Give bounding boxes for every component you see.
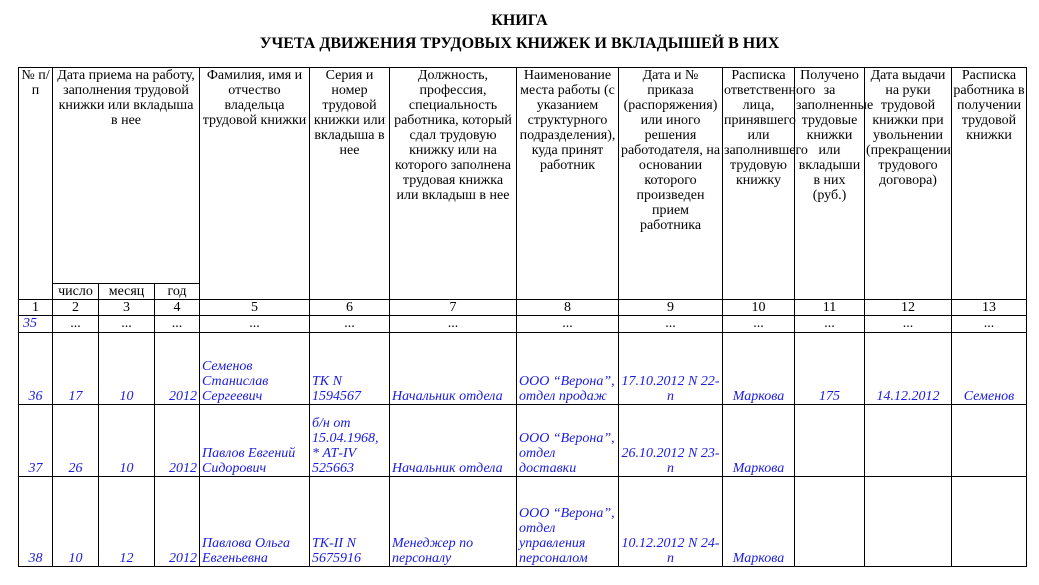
paid-amount: 175 — [795, 333, 865, 405]
issue-date: 14.12.2012 — [865, 333, 952, 405]
employee-name: Павлов Евгений Сидорович — [200, 405, 310, 477]
employee-position: Начальник отдела — [390, 405, 517, 477]
column-numbers-row — [19, 300, 1027, 316]
hire-year: 2012 — [155, 333, 200, 405]
hire-month: 10 — [99, 333, 155, 405]
responsible-receipt: Маркова — [723, 477, 795, 567]
column-number: 9 — [619, 300, 723, 316]
column-number: 7 — [390, 300, 517, 316]
subheader-day: число — [53, 284, 99, 300]
issue-date — [865, 477, 952, 567]
ellipsis-cell: ... — [795, 316, 865, 333]
employee-name: Семенов Станислав Сергеевич — [200, 333, 310, 405]
table-row — [19, 477, 1027, 567]
table-row — [19, 405, 1027, 477]
book-series: ТК N 1594567 — [310, 333, 390, 405]
issue-date — [865, 405, 952, 477]
row-num: 36 — [19, 333, 53, 405]
header-paid: Получено за заполненные трудовые книжки или вкладыши в них (руб.) — [795, 68, 865, 300]
ellipsis-cell: ... — [865, 316, 952, 333]
hire-day: 10 — [53, 477, 99, 567]
paid-amount — [795, 477, 865, 567]
header-row — [19, 68, 1027, 284]
ellipsis-cell: ... — [200, 316, 310, 333]
column-number: 2 — [53, 300, 99, 316]
column-number: 13 — [952, 300, 1027, 316]
hire-day: 17 — [53, 333, 99, 405]
order-ref: 10.12.2012 N 24-п — [619, 477, 723, 567]
header-order: Дата и № приказа (распоряжения) или иного решения работодателя, на основании которого произведен прием работника — [619, 68, 723, 300]
ellipsis-cell: ... — [517, 316, 619, 333]
ellipsis-cell: ... — [310, 316, 390, 333]
column-number: 12 — [865, 300, 952, 316]
book-series: ТК-II N 5675916 — [310, 477, 390, 567]
ellipsis-cell: ... — [155, 316, 200, 333]
hire-year: 2012 — [155, 405, 200, 477]
employee-receipt — [952, 477, 1027, 567]
row-num: 35 — [19, 316, 53, 333]
employee-position: Начальник отдела — [390, 333, 517, 405]
ellipsis-cell: ... — [619, 316, 723, 333]
header-position: Должность, профессия, специальность работника, который сдал трудовую книжку или на которого заполнена трудовая книжка или вкладыш в нее — [390, 68, 517, 300]
ellipsis-row — [19, 316, 1027, 333]
ellipsis-cell: ... — [99, 316, 155, 333]
employee-name: Павлова Ольга Евгеньевна — [200, 477, 310, 567]
hire-year: 2012 — [155, 477, 200, 567]
header-series-number: Серия и номер трудовой книжки или вкладыша в нее — [310, 68, 390, 300]
employee-receipt — [952, 405, 1027, 477]
employment-books-table — [18, 67, 1027, 567]
row-num: 37 — [19, 405, 53, 477]
order-ref: 26.10.2012 N 23-п — [619, 405, 723, 477]
ellipsis-cell: ... — [53, 316, 99, 333]
header-workplace: Наименование места работы (с указанием структурного подразделения), куда принят работник — [517, 68, 619, 300]
column-number: 10 — [723, 300, 795, 316]
header-full-name: Фамилия, имя и отчество владельца трудовой книжки — [200, 68, 310, 300]
column-number: 6 — [310, 300, 390, 316]
subheader-month: месяц — [99, 284, 155, 300]
column-number: 11 — [795, 300, 865, 316]
header-hire-date: Дата приема на работу, заполнения трудовой книжки или вкладыша в нее — [53, 68, 200, 284]
book-series: б/н от 15.04.1968, * АТ-IV 525663 — [310, 405, 390, 477]
column-number: 3 — [99, 300, 155, 316]
hire-day: 26 — [53, 405, 99, 477]
employee-position: Менеджер по персоналу — [390, 477, 517, 567]
responsible-receipt: Маркова — [723, 405, 795, 477]
hire-month: 12 — [99, 477, 155, 567]
header-num: № п/п — [19, 68, 53, 300]
column-number: 8 — [517, 300, 619, 316]
paid-amount — [795, 405, 865, 477]
employee-workplace: ООО “Верона”, отдел продаж — [517, 333, 619, 405]
book-title: КНИГА — [491, 12, 548, 29]
column-number: 1 — [19, 300, 53, 316]
ellipsis-cell: ... — [952, 316, 1027, 333]
employee-workplace: ООО “Верона”, отдел управления персоналом — [517, 477, 619, 567]
table-row — [19, 333, 1027, 405]
hire-month: 10 — [99, 405, 155, 477]
ellipsis-cell: ... — [723, 316, 795, 333]
subheader-year: год — [155, 284, 200, 300]
order-ref: 17.10.2012 N 22-п — [619, 333, 723, 405]
header-employee-receipt: Расписка работника в получении трудовой книжки — [952, 68, 1027, 300]
ellipsis-cell: ... — [390, 316, 517, 333]
employee-workplace: ООО “Верона”, отдел доставки — [517, 405, 619, 477]
header-issue-date: Дата выдачи на руки трудовой книжки при увольнении (прекращении трудового договора) — [865, 68, 952, 300]
row-num: 38 — [19, 477, 53, 567]
book-subtitle: УЧЕТА ДВИЖЕНИЯ ТРУДОВЫХ КНИЖЕК И ВКЛАДЫШЕЙ В НИХ — [259, 35, 780, 52]
employee-receipt: Семенов — [952, 333, 1027, 405]
column-number: 4 — [155, 300, 200, 316]
column-number: 5 — [200, 300, 310, 316]
header-responsible-receipt: Расписка ответственного лица, принявшего или заполнившего трудовую книжку — [723, 68, 795, 300]
responsible-receipt: Маркова — [723, 333, 795, 405]
